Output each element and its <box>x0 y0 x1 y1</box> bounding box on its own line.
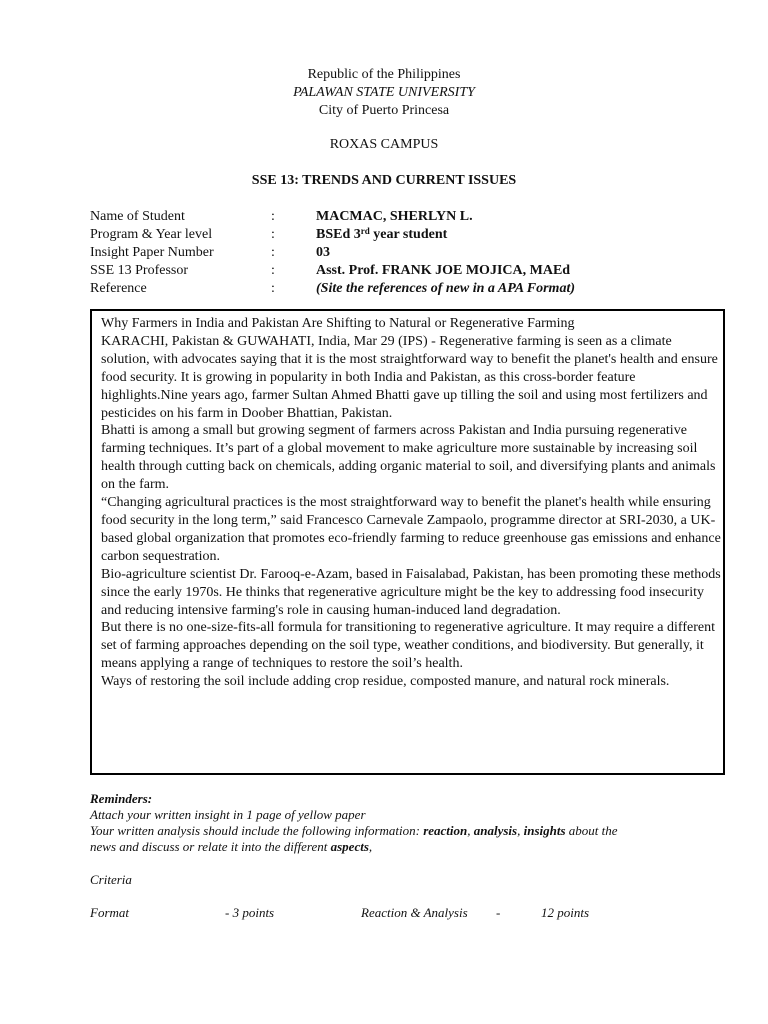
info-row-student-name <box>90 208 575 226</box>
criteria-format-label: Format <box>90 905 129 920</box>
article-box <box>90 309 725 775</box>
info-row-program <box>90 226 575 244</box>
reminder-text: about the <box>565 823 618 838</box>
reminder-line <box>90 823 618 839</box>
separator: , <box>517 823 524 838</box>
keyword-insights: insights <box>523 823 566 838</box>
keyword-aspects: aspects <box>330 839 369 854</box>
program-value <box>316 226 447 244</box>
criteria-title: Criteria <box>90 872 132 887</box>
document-header <box>0 66 768 120</box>
article-paragraph: Bhatti is among a small but growing segment of farmers across Pakistan and India pursuing regenerative farming techniques. It’s part of a global movement to make agriculture more sustainable by increasing soil health through cutting back on chemicals, adding organic material to soil, and diversifying plants and animals on the farm. <box>101 423 716 493</box>
criteria-reaction-analysis-points: 12 points <box>541 905 590 920</box>
info-colon: : <box>271 227 275 242</box>
info-colon: : <box>271 245 275 260</box>
reference-value: (Site the references of new in a APA Format) <box>316 281 575 296</box>
reminder-text: , <box>368 839 373 854</box>
criteria-reaction-analysis-label: Reaction & Analysis <box>361 905 468 920</box>
city-line: City of Puerto Princesa <box>318 103 450 118</box>
criteria-format-points: - 3 points <box>225 905 275 920</box>
course-title: SSE 13: TRENDS AND CURRENT ISSUES <box>251 173 517 188</box>
reminder-text: Your written analysis should include the following information: <box>90 823 424 838</box>
info-label: Name of Student <box>90 209 185 224</box>
reminders-section <box>90 791 618 855</box>
info-label: Insight Paper Number <box>90 245 214 260</box>
university-name: PALAWAN STATE UNIVERSITY <box>293 85 475 100</box>
separator: , <box>467 823 474 838</box>
keyword-reaction: reaction <box>423 823 468 838</box>
republic-line: Republic of the Philippines <box>307 67 461 82</box>
reminder-text: news and discuss or relate it into the different <box>90 839 331 854</box>
article-paragraph: “Changing agricultural practices is the most straightforward way to benefit the planet's health while ensuring food security in the long term,” said Francesco Carnevale Zampaolo, programme director at SRI-2030, a UK-based global organization that promotes eco-friendly farming to reduce greenhouse gas emissions and enhance carbon sequestration. <box>101 495 721 564</box>
article-paragraph: Ways of restoring the soil include adding crop residue, composted manure, and natural rock minerals. <box>101 674 670 690</box>
info-label: Reference <box>90 281 147 296</box>
article-paragraph: But there is no one-size-fits-all formula for transitioning to regenerative agriculture. It may require a different set of farming approaches depending on the soil type, weather conditions, and biodiversity. But generally, it means applying a range of techniques to restore the soil’s health. <box>101 620 715 672</box>
info-label: Program & Year level <box>90 227 213 242</box>
paper-number-value: 03 <box>316 245 330 260</box>
info-row-professor <box>90 262 575 280</box>
article-paragraph: KARACHI, Pakistan & GUWAHATI, India, Mar 29 (IPS) - Regenerative farming is seen as a climate solution, with advocates saying that it is the most straightforward way to benefit the planet's health and ensure food security. It is growing in popularity in both India and Pakistan, as this cross-border feature highlights.Nine years ago, farmer Sultan Ahmed Bhatti gave up tilling the soil and using most fertilizers and pesticides on his farm in Doober Bhattian, Pakistan. <box>101 333 718 421</box>
program-value-superscript: rd <box>360 226 370 236</box>
criteria-dash: - <box>496 905 501 920</box>
student-info <box>90 208 575 298</box>
info-label: SSE 13 Professor <box>90 263 189 278</box>
info-colon: : <box>271 281 275 296</box>
reminders-title: Reminders: <box>90 791 153 806</box>
professor-value: Asst. Prof. FRANK JOE MOJICA, MAEd <box>316 263 571 278</box>
article-paragraph: Bio-agriculture scientist Dr. Farooq-e-Azam, based in Faisalabad, Pakistan, has been promoting these methods since the early 1970s. He thinks that regenerative agriculture might be the key to addressing food insecurity and reducing intensive farming's role in causing human-induced land degradation. <box>101 566 721 618</box>
campus-name: ROXAS CAMPUS <box>329 137 439 152</box>
keyword-analysis: analysis <box>473 823 518 838</box>
info-colon: : <box>271 209 275 224</box>
info-row-paper-number <box>90 244 575 262</box>
info-colon: : <box>271 263 275 278</box>
reminder-line <box>90 839 618 855</box>
program-value-rest: year student <box>369 227 448 242</box>
program-value-main: BSEd 3 <box>316 227 361 242</box>
reminder-line: Attach your written insight in 1 page of yellow paper <box>90 807 366 822</box>
info-row-reference <box>90 280 575 298</box>
student-name-value: MACMAC, SHERLYN L. <box>316 209 473 224</box>
article-headline: Why Farmers in India and Pakistan Are Shifting to Natural or Regenerative Farming <box>101 316 575 331</box>
